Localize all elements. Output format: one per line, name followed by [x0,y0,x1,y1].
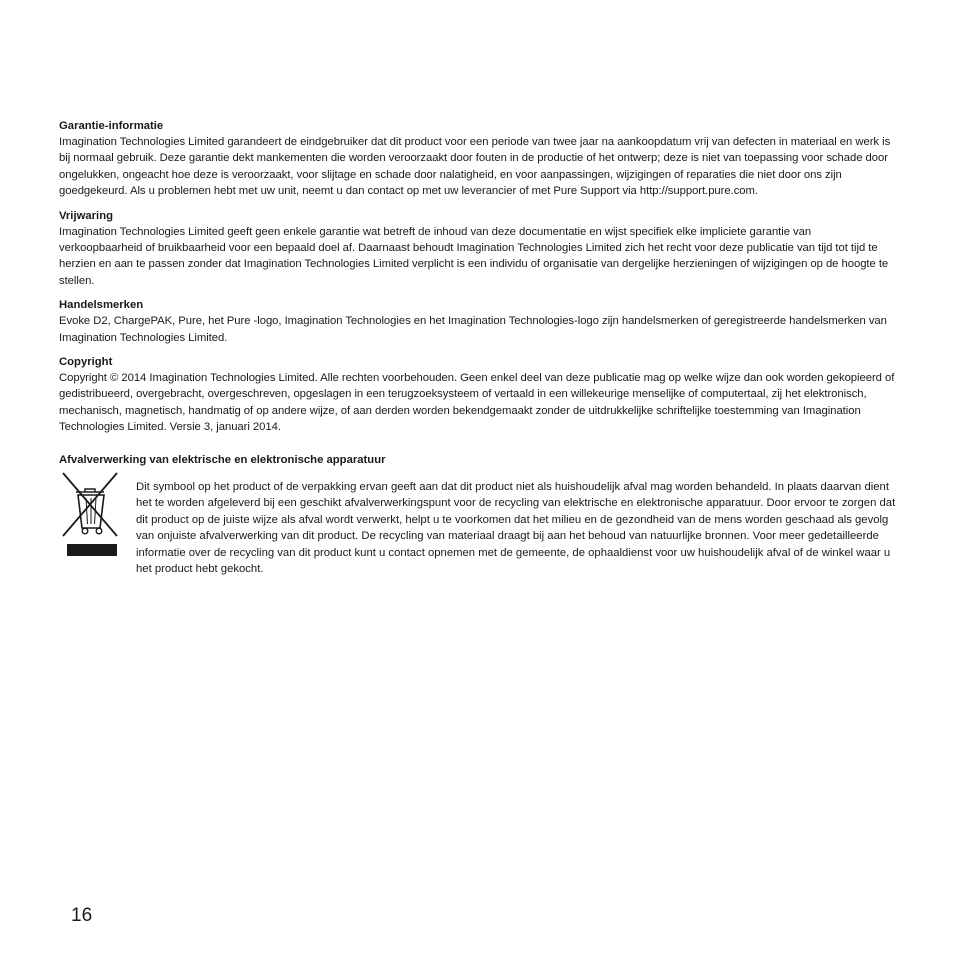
weee-title: Afvalverwerking van elektrische en elektronische apparatuur [59,453,386,466]
disclaimer-title: Vrijwaring [59,209,113,222]
weee-content [59,468,897,589]
weee-section [59,452,897,589]
trademarks-title: Handelsmerken [59,299,144,312]
warranty-title: Garantie-informatie [59,120,164,132]
crossed-out-wheelie-bin-icon [59,470,121,565]
document-content [59,118,897,597]
disclaimer-section [59,208,897,290]
trademarks-body: Evoke D2, ChargePAK, Pure, het Pure -logo, Imagination Technologies en het Imagination Technologies-logo zijn handelsmerken of geregistreerde handelsmerken van Imagination Technologies Limited. [59,315,887,344]
copyright-section [59,354,897,436]
copyright-body: Copyright © 2014 Imagination Technologies Limited. Alle rechten voorbehouden. Geen enkel deel van deze publicatie mag op welke wijze dan ook worden gekopieerd of gedistribueerd, overgebracht, overgeschreven, opgeslagen in een terugzoeksysteem of vertaald in een willekeurige menselijke of computertaal, zij het elektronisch, mechanisch, magnetisch, handmatig of op andere wijze, of aan derden worden bekendgemaakt zonder de uitdrukkelijke schriftelijke toestemming van Imagination Technologies Limited. Versie 3, januari 2014. [59,372,895,434]
disclaimer-body: Imagination Technologies Limited geeft geen enkele garantie wat betreft de inhoud van deze documentatie en wijst specifiek elke impliciete garantie van verkoopbaarheid of bruikbaarheid voor een bepaald doel af. Daarnaast behoudt Imagination Technologies Limited zich het recht voor deze publicatie van tijd tot tijd te herzien en aan te passen zonder dat Imagination Technologies Limited verplicht is een individu of organisatie van dergelijke herzieningen of wijzigingen op de hoogte te stellen. [59,225,889,287]
warranty-section [59,118,897,200]
warranty-body: Imagination Technologies Limited garandeert de eindgebruiker dat dit product voor een periode van twee jaar na aankoopdatum vrij van defecten in materiaal en werk is bij normaal gebruik. Deze garantie dekt mankementen die worden veroorzaakt door fouten in de productie of het ontwerp; deze is niet van toepassing voor schade door ongelukken, ongeacht hoe deze is veroorzaakt, voor slijtage en schade door nalatigheid, en voor aanpassingen, wijzigingen of reparaties die niet door ons zijn goedgekeurd. Als u problemen hebt met uw unit, neemt u dan contact op met uw leverancier of met Pure Support via http://support.pure.com. [59,136,891,198]
page-number: 16 [71,905,93,926]
trademarks-section [59,297,897,346]
weee-body: Dit symbool op het product of de verpakking ervan geeft aan dat dit product niet als huishoudelijk afval mag worden behandeld. In plaats daarvan dient het te worden afgeleverd bij een geschikt afvalverwerkingspunt voor de recycling van elektrische en elektronische apparatuur. Door ervoor te zorgen dat dit product op de juiste wijze als afval wordt verwerkt, helpt u te voorkomen dat het milieu en de gezondheid van de mens worden geschaad als gevolg van onjuiste afvalverwerking van dit product. De recycling van materiaal draagt bij aan het behoud van natuurlijke bronnen. Voor meer gedetailleerde informatie over de recycling van dit product kunt u contact opnemen met de gemeente, de ophaaldienst voor uw huishoudelijk afval of de winkel waar u het product hebt gekocht. [136,480,896,576]
copyright-title: Copyright [59,356,113,369]
